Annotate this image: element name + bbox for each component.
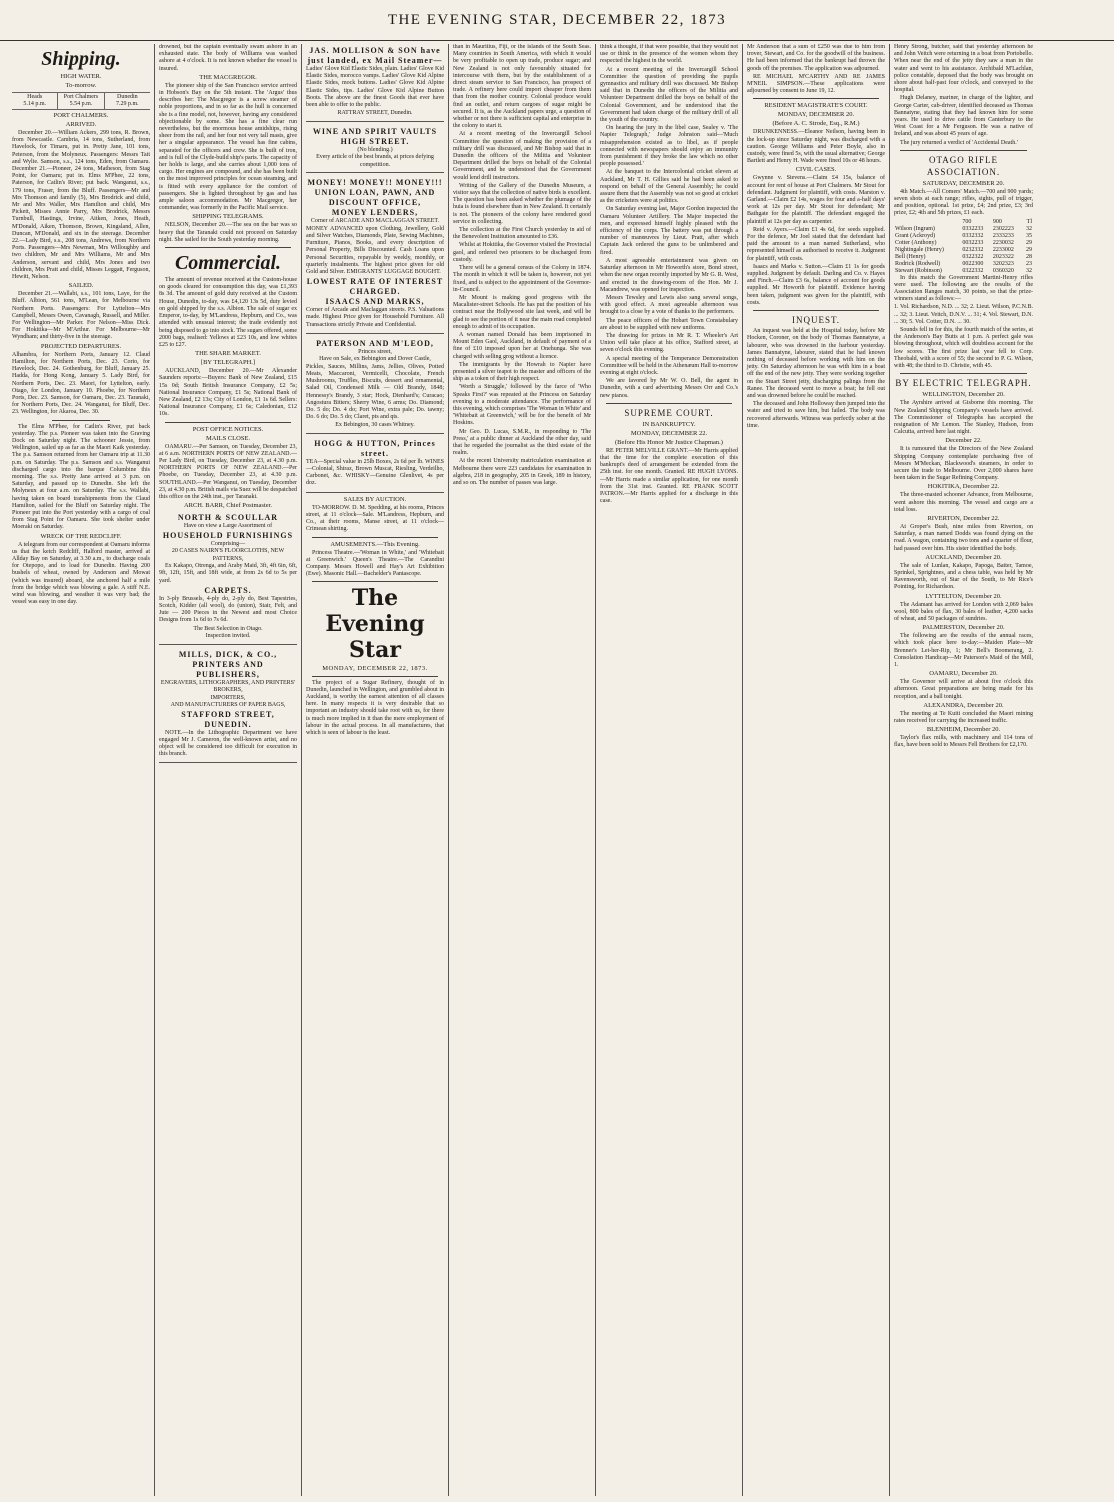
high-water-heading: HIGH WATER.: [60, 73, 102, 80]
advert-line: Corner of ARCADE AND MACLAGGAN STREET.: [310, 218, 440, 225]
score-row: [894, 268, 1033, 275]
shooter-name: Nightingale (Henry): [895, 246, 944, 253]
wreck-text: A telegram from our correspondent at Oamaru informs us that the ketch Redcliff, Halford master, arrived at Allday Bay on Saturday, at 3.30 a.m., to discharge coals for Otepopo, and to load for Dunedin. Having 200 bushels of wheat, owned by Anderson and Mowat (which was insured) aboard, she anchored half a mile from the bridge which was blowing a gale. A stiff N.E. wind was blowing, and weather it was very bad; the vessel was easy in one day.: [12, 541, 150, 606]
telegraph-dateline: AUCKLAND, December 20.: [925, 553, 1002, 561]
score-total: 32: [1026, 225, 1032, 232]
advert-wine-vaults: [306, 125, 444, 174]
court-paragraph: Reid v. Ayers.—Claim £1 4s 6d, for seeds supplied. For the defence, Mr Joel stated that the defendant had paid the amount to a man named Sutherland, who represented himself as authorised to receive it. Judgment for plaintiff, with costs.: [747, 226, 885, 262]
rifle-date: SATURDAY, DECEMBER 20.: [922, 179, 1005, 187]
advert-title: PATERSON AND M'LEOD,: [316, 338, 434, 348]
advert-body: Pickles, Sauces, Millins, Jams, Jellies, Olives, Potted Meats, Maccaroni, Vermicelli, Chocolate, French Mushrooms, Truffles, Biscuits, dessert and ornamental, Salad Oil, Condensed Milk — Old Brandy, 1848; Hennessy's Brandy, 3 star; Hock, Dienhard's; Curacao; Angostura Bitters; Sherry Wine, 6 arms; Do. Diamond; Do. 5 do; Do. 4 do; Port Wine, extra pale; Do. tawny; Do. 6 do; Do. 5 do; Claret, pts and qts.: [306, 363, 444, 421]
news-paragraph: A most agreeable entertainment was given on Saturday afternoon in Mr Howorth's store, Bond street, when the new organ recently imported by Mr G. R. West, and erected in the drawing-room of the Hon. Mr J. Macandrew, was opened for inspection.: [600, 257, 738, 293]
news-paragraph: At the recent University matriculation examination at Melbourne there were 223 candidates for examination in algebra, 218 in geography, 205 in Greek, 189 in history, and so on. The number of passes was large.: [453, 458, 591, 486]
news-paragraph: Whilst at Hokitika, the Governor visited the Provincial gaol, and ordered two prisoners to be discharged from custody.: [453, 242, 591, 263]
shipping-telegrams-text: NELSON, December 20.—The sea on the bar was so heavy that the Taranaki could not proceed on Saturday night. She sailed for the South yesterday morning.: [159, 222, 297, 243]
court-text: RE PETER MELVILLE GRANT.—Mr Harris applied that the time for the complete execution of this bankrupt's deed of arrangement be extended from the 25th inst. for one month. Granted. RE HUGH LYONS.—Mr Harris made a similar application, for one month from the 31st inst. Granted. RE FRANK SCOTT PATRON.—Mr Harris applied for a discharge in this case.: [600, 447, 738, 505]
rifle-text: Sounds fell in for this, the fourth match of the series, at the Anderson's Bay Butts at 1 p.m. A perfect gale was blowing throughout, which will doubtless account for the low scores. The first prize last year fell to Corp. Theobald, with a score of 55; the second to P. G. Wilson, with 48; the third to D. Christie, with 45.: [894, 327, 1033, 370]
news-paragraph: Mr Geo. D. Lucas, S.M.R., in responding to 'The Press,' at a public dinner at Auckland the other day, said that he regarded the journalist as the third estate of the realm.: [453, 428, 591, 457]
score-700: 0232332: [962, 246, 984, 253]
score-900: 2333233: [992, 232, 1014, 239]
score-900: 2023322: [992, 253, 1014, 260]
advert-title: JAS. MOLLISON & SON have just landed, ex Mail Steamer—: [307, 46, 443, 65]
commercial-text: The amount of revenue received at the Custom-house on goods cleared for consumption this day, was £1,393 8s 3d. The amount of gold duty received at the Custom House, Dunedin, to-day, was £4,120 13s 5d, duty levied on gold shipped by the s.s. Albion. The sale of sugar ex Emperor, to-day, by M'Landress, Hepburn, and Co., was attended with unusual interest; the trade evidently not being disposed to go into stock. The sugars offered, some 2000 bags, realised: Yellows at £23 10s, and low whites £25 to £27.: [159, 277, 297, 348]
advert-title: HOGG & HUTTON, Princes street.: [314, 438, 436, 458]
news-paragraph: The collection at the First Church yesterday in aid of the Benevolent Institution amounted to £36.: [453, 227, 591, 241]
tide-cell: [105, 93, 150, 109]
advert-union-loan: [306, 176, 444, 334]
arrived-heading: ARRIVED.: [65, 121, 97, 128]
macgregor-heading: THE MACGREGOR.: [199, 73, 257, 81]
column-2: [155, 44, 302, 1496]
divider: [753, 310, 879, 311]
telegraph-text: The sale of Lunlan, Kakapo, Papoga, Batter, Tamoe, Sprinkel, Sprightnes, and a chess table, was held by Mr Ravensworth, out of Star of the South, to Mr Rice's Pointing, for Richardson.: [894, 562, 1033, 591]
court-before: (Before His Honor Mr Justice Chapman.): [615, 438, 723, 446]
telegraph-text: At Groper's Bush, nine miles from Riverton, on Saturday, a man named Dodds was found dying on the road. A wagon, containing two tons and a quarter of flour, had passed over him. His sister identified the body.: [894, 523, 1033, 552]
divider: [52, 420, 110, 421]
advert-title: MONEY! MONEY!! MONEY!!!: [307, 178, 443, 188]
wreck-continued: drowned, but the captain eventually swam ashore in an exhausted state. The body of Williams was washed ashore at 4 o'clock. It is not known whether the vessel is insured.: [159, 44, 297, 72]
post-office-text: OAMARU.—Per Samson, on Tuesday, December 23, at 6 a.m. NORTHERN PORTS OF NEW ZEALAND.—Per Lady Bird, on Tuesday, December 23, at 4.30 p.m. NORTHERN PORTS OF NEW ZEALAND.—Per Phoebe, on Tuesday, December 23, at 4.30 p.m. SOUTHLAND.—Per Wanganui, on Tuesday, December 23, at 4.30 p.m. British mails via Suez will be despatched this office on the 24th inst., per Taranaki.: [159, 443, 297, 500]
advert-line: Princes street,: [358, 348, 392, 355]
wreck-heading: WRECK OF THE REDCLIFF.: [40, 532, 122, 540]
telegraph-text: The meeting at Te Kuiti concluded the Maori mining rates received for carrying the increased traffic.: [894, 710, 1033, 724]
advert-title: MILLS, DICK, & CO., PRINTERS AND PUBLISHERS,: [178, 649, 278, 679]
tide-port: Heads: [27, 94, 43, 100]
advert-subtitle: CARPETS.: [204, 585, 252, 595]
rifle-text: In this match the Government Martini-Henry rifles were used. The following are the results of the Association Ranges match, 30 points, so that the prize-winners stand as follows:—: [894, 274, 1033, 303]
score-total: 29: [1026, 239, 1032, 246]
score-700: 0022300: [962, 260, 984, 267]
advert-body: Corner of Arcade and Maclaggan streets. P.S. Valuations made. Highest Price given for Household Furniture. All Transactions strictly Private and Confidential.: [306, 307, 444, 328]
advert-subtitle: STAFFORD STREET, DUNEDIN.: [181, 709, 275, 729]
editorial-continued: than in Mauritius, Fiji, or the islands of the South Seas. Many countries in South America, with which it would be very profitable to open up trade, produce sugar; and New Zealand is not only favourably situated for intercourse with them, but by the establishment of a direct steam service to San Francisco, has prospect of trade. A refinery here could import cheaper from them than from the mother country. Colonial produce would find an outlet, and return cargoes of sugar might be secured. It is, as the Auckland papers urge, a question of whether or not there is sufficient capital and enterprise in the colony to start it.: [453, 44, 591, 130]
divider: [312, 581, 438, 582]
telegraph-text: The Governor will arrive at about five o'clock this afternoon. Great preparations are being made for his reception, and a ball tonight.: [894, 679, 1033, 700]
telegraph-dateline: LYTTELTON, December 20.: [925, 592, 1002, 600]
inquest-text: The deceased and John Holloway then jumped into the water and tried to save him, but failed. The body was recovered afterwards. Witness was perfectly sober at the time.: [747, 401, 885, 429]
score-total: 28: [1026, 253, 1032, 260]
advert-body: Ladies' Glove Kid Elastic Sides, plain. Ladies' Glove Kid Elastic Sides, morocco vamps. Ladies' Glove Kid Alpine Elastic Sides, mock buttons. Ladies' Glove Kid Alpine Elastic Sides, tips. Ladies' Glove Kid Alpine Button Boots. The above are the finest Goods that ever have been able to offer to the public.: [306, 66, 444, 109]
telegraph-dateline: December 22.: [945, 437, 982, 445]
shooter-name: Cotter (Anthony): [895, 239, 937, 246]
telegraph-dateline: RIVERTON, December 22.: [927, 514, 1000, 522]
macgregor-text: The pioneer ship of the San Francisco service arrived in Hobson's Bay on the 5th instant. The 'Argus' thus describes her: The Macgregor is a screw steamer of noble proportions, and in so far as the hull is concerned she is a fine model, not, however, having any considered objectionable by some. She has a fine clear run nevertheless, but the enormous house amidships, rising sheer from the rail, and her four not very tall masts, give her a singular appearance. The vessel has fine cabins, separated for the officers and crew. She is built of iron, and is full of the Clyde-build ship's parts. The capacity of her holds is large, and she carries about 1,000 tons of cargo. Her engines are compound, and she has been built on the most improved principles for ocean steaming, and is fitted with every appliance for the comfort of passengers. She is lighted throughout by gas and has ample saloon accommodation. Mr Macgregor, her commander, was formerly in the Pacific Mail service.: [159, 82, 297, 212]
telegraph-text: Taylor's flax mills, with machinery and 114 tons of flax, have been sold to Messrs Fell Brothers for £2,170.: [894, 735, 1033, 749]
share-market-text: AUCKLAND, December 20.—Mr Alexander Saunders reports:—Buyers: Bank of New Zealand, £15 15s 0d; South British Insurance Company, £2 5s; National Insurance Company, £1 5s; National Bank of New Zealand, £2 13s; City of London, £1 1s 6d. Sellers: National Insurance Company, £1 6s; Caledonian, £12 10s.: [159, 368, 297, 418]
news-paragraph: Writing of the Gallery of the Dunedin Museum, a visitor says that the collection of native birds is excellent. The question has been asked whether the plumage of the huia is found elsewhere than in New Zealand. It certainly is not. The pioneers of the colony have rendered good service in collecting.: [453, 182, 591, 225]
telegraph-dateline: BLENHEIM, December 20.: [926, 726, 1001, 734]
divider: [312, 537, 438, 538]
score-700: 0332332: [962, 232, 984, 239]
advert-paterson-mleod: [306, 337, 444, 434]
section-heading-shipping: Shipping.: [41, 48, 121, 70]
court-paragraph: Isaacs and Marks v. Sutton.—Claim £1 1s for goods supplied. Judgment by default. Darling and Co. v. Hayes and Finch.—Claim £3 6s, balance of account for goods supplied. Mr Howorth for plaintiff. Evidence having been taken, judgment was given for the plaintiff, with costs.: [747, 263, 885, 306]
news-paragraph: A woman named Donald has been imprisoned in Mount Eden Gaol, Auckland, in default of payment of a fine of £10 imposed upon her at Onehunga. She was charged with selling grog without a licence.: [453, 331, 591, 360]
advert-title: WINE AND SPIRIT VAULTS: [312, 126, 438, 136]
inquest-continued: Henry Strong, butcher, said that yesterday afternoon he and John Veitch were returning in a boat from Portobello. When near the end of the jetty they saw a man in the water and went to his assistance. Archibald M'Lachlan, police constable, deposed that the body was brought on shore about half-past four o'clock, and conveyed to the hospital.: [894, 44, 1033, 94]
telegraph-text: The following are the results of the annual races, which took place here to-day:—Maiden Plate—Mr Brenner's Let-her-Rip, 1; Mr Bell's Boomerang, 2. Consolation Handicap—Mr Paterson's Maid of the Mill, 1.: [894, 633, 1033, 668]
sailed-heading: SAILED.: [68, 282, 94, 290]
score-header: [894, 219, 961, 226]
inquest-text: Hugh Delaney, mariner, in charge of the lighter, and George Carter, cab-driver, identified deceased as Thomas Bannatyne, stating that they had known him for some years. He used to drive cattle from Canterbury to the West Coast for a Mr Ferguson. He was a native of Ireland, and was about 45 years of age.: [894, 95, 1033, 138]
news-paragraph: Messrs Tewsley and Lewis also sang several songs, with good effect. A most agreeable afternoon was brought to a close by a vote of thanks to the performers.: [600, 294, 738, 316]
telegraph-dateline: OAMARU, December 20.: [929, 670, 998, 678]
tide-time: 5.54 p.m.: [69, 101, 93, 107]
divider: [753, 98, 879, 99]
advert-line: AND MANUFACTURERS OF PAPER BAGS,: [170, 702, 286, 709]
column-7: [890, 44, 1037, 1496]
column-5: [596, 44, 743, 1496]
court-date: MONDAY, DECEMBER 22.: [630, 429, 708, 437]
score-header-row: [894, 219, 1033, 226]
tide-time: 5.14 p.m.: [23, 101, 46, 107]
mails-close-label: MAILS CLOSE.: [205, 434, 251, 442]
tide-cell: [58, 93, 104, 109]
advert-line: (No blending.): [357, 146, 393, 153]
advert-line: ENGRAVERS, LITHOGRAPHERS, AND PRINTERS' BROKERS,: [160, 679, 296, 694]
columns: [8, 44, 1106, 1496]
score-row: [894, 226, 1033, 233]
editorial-dateline: MONDAY, DECEMBER 22, 1873.: [322, 665, 428, 673]
shooter-name: Grant (Ackroyd): [895, 232, 936, 239]
rifle-text: 4th Match.—All Comers' Match.—700 and 900 yards; seven shots at each range; rifles, sights, pull of trigger, and position, optional. 1st prize, £4; 2nd prize, £3; 3rd prize, £2; 4th and 5th prizes, £1 each.: [894, 188, 1033, 217]
news-paragraph: Mr Mount is making good progress with the Macalister-street Schools. He has put the position of his contract near the Hollywood site last week, and will be glad to see the portion of it near the main road completed enough to admit of its occupation.: [453, 294, 591, 330]
masthead: [0, 0, 1114, 41]
score-header: Tl: [1026, 218, 1032, 225]
score-900: 0360320: [992, 267, 1014, 274]
telegraph-text: The three-masted schooner Advance, from Melbourne, went ashore this morning. The vessel and cargo are a total loss.: [894, 492, 1033, 513]
telegraph-text: It is rumoured that the Directors of the New Zealand Shipping Company contemplate purchasing five of Messrs M'Meckan, Blackwood's steamers, in order to secure the trade to Melbourne. Over 2,000 shares have been taken in the Sugar Refining Company.: [894, 446, 1033, 482]
civil-cases-heading: CIVIL CASES.: [795, 166, 837, 174]
harbour-notes: The Elms M'Phee, for Catlin's River, put back yesterday. The p.s. Pioneer was taken into the Graving Dock on Saturday night. The schooner Jessie, from Wellington, sailed up as far as the Maori Kaik yesterday. The p.s. Samson returned from her Oamaru trip at 11.30 p.m. on Saturday. The p.s. Samson and s.s. Wanganui discharged cargo into the barque Columbine this morning. The s.s. Pretty Jane arrived at 3 p.m. on Saturday, and passed up to Dunedin. She left the Molyneux at four a.m. on Saturday. The s.s. Wallabi, having taken on board transhipments from the Claud Hamilton, sailed for the Bluff on Saturday night. The Pioneer put into the Port yesterday with a cargo of coal from Stag Point for Oamaru. She took shelter under Moeraki on Saturday.: [12, 423, 150, 531]
shipping-telegrams-heading: SHIPPING TELEGRAMS.: [192, 213, 264, 221]
news-paragraph: There will be a general census of the Colony in 1874. The month in which it will be taken is, however, not yet fixed, and is subject to the appointment of the Governor-in-Council.: [453, 265, 591, 293]
telegraph-text: The Ayrshire arrived at Gisborne this morning. The New Zealand Shipping Company's vessels have arrived. The Commissioner of Telegraphs has accepted the resignation of Mr Lemon. The Stanley, Hudson, from Calcutta, arrived here last night.: [894, 400, 1033, 436]
sales-text: TO-MORROW. D. M. Spedding, at his rooms, Princes street, at 11 o'clock—Sale. M'Landress, Hepburn, and Co., at their rooms, Manse street, at 11 o'clock—Crimean shirting.: [306, 504, 444, 533]
advert-body: Ex Kakapo, Otrenga, and Araby Maid, 3ft, 4ft 6in, 6ft, 9ft, 12ft, 15ft, and 18ft wide, at from 2s 6d to 5s per yard.: [159, 563, 297, 584]
news-paragraph: On hearing the jury in the libel case, Sealey v. 'The Napier Telegraph,' Judge Johnston said—'Much misapprehension existed as to libel, as if people connected with newspapers should enjoy an immunity from punishment if they broke the law which no other people possessed.': [600, 125, 738, 168]
advert-north-scoullar: [159, 511, 297, 644]
advert-line: 20 CASES NAIRN'S FLOORCLOTHS, NEW PATTERNS,: [171, 548, 285, 562]
tomorrow-label: To-morrow.: [65, 82, 97, 89]
advert-line: Every article of the best brands, at prices defying competition.: [316, 154, 434, 168]
score-row: [894, 233, 1033, 240]
score-header: 900: [992, 218, 1002, 225]
score-table: [894, 219, 1033, 275]
share-market-heading: THE SHARE MARKET.: [195, 350, 261, 358]
score-900: 2302223: [992, 225, 1014, 232]
score-700: 0032233: [962, 239, 984, 246]
news-paragraph: A special meeting of the Temperance Demonstration Committee will be held in the Athenæum Hall to-morrow evening at eight o'clock.: [600, 355, 738, 376]
news-paragraph: The drawing for prizes in Mr R. T. Wheeler's Art Union will take place at his office, Stafford street, at seven o'clock this evening.: [600, 332, 738, 354]
court-continued: Mr Anderson that a sum of £250 was due to him from trover, Stewart, and Co. for the goodwill of the business. He had been informed that the bankrupt had thrown the goods off the premises. The application was adjourned.: [747, 44, 885, 72]
divider: [900, 150, 1027, 151]
shooter-name: Stewart (Robinson): [895, 267, 942, 274]
rm-court-before: (Before A. C. Strode, Esq., R.M.): [772, 120, 860, 128]
advert-subtitle: UNION LOAN, PAWN, AND DISCOUNT OFFICE,: [314, 188, 436, 208]
sailed-text: December 21.—Wallabi, s.s., 101 tons, Laye, for the Bluff. Albion, 561 tons, M'Lean, for Melbourne via Northern Ports. Passengers: For Lyttelton—Mrs Campbell, Messrs Owen, Cavanagh, Russell, and Miller. For Wellington—Mr Parker. For Nelson—Miss Dick. For Hokitika—Mr M'Arthur. For Melbourne—Mr Wyndham; and thirty-five in the steerage.: [12, 291, 150, 341]
divider: [900, 373, 1027, 374]
advert-subtitle: HOUSEHOLD FURNISHINGS: [162, 530, 294, 540]
score-row: [894, 247, 1033, 254]
column-3: [302, 44, 449, 1496]
advert-mollison: [306, 44, 444, 122]
editorial-text: The project of a Sugar Refinery, thought of in Dunedin, launched in Wellington, and grumbled about in Auckland, is worthy the earnest attention of all classes here. In many respects it is very desirable that so important an industry should take root with us, for there is much more implied in it than the mere employment of labour in the actual process. In all manufactures, that which is seen of labour is the least.: [306, 679, 444, 736]
advert-line: The Best Selection in Otago.: [193, 625, 263, 632]
score-700: 0322322: [962, 253, 984, 260]
advert-line: Have on Sale, ex Bebington and Dover Castle,: [319, 356, 431, 363]
news-paragraph: 'Worth a Struggle,' followed by the farce of 'Who Speaks First?' was repeated at the Princess on Saturday evening to a moderate attendance. The performance of this evening, which comprises 'The Woman in White' and 'Whitebait at Greenwich,' will be for the benefit of Mr Hoskins.: [453, 384, 591, 427]
advert-line: Comprising—: [210, 540, 246, 547]
news-paragraph: The peace officers of the Hobart Town Constabulary are about to be supplied with new uniforms.: [600, 317, 738, 331]
telegraph-dateline: WELLINGTON, December 20.: [922, 391, 1005, 399]
inquest-verdict: The jury returned a verdict of 'Accidental Death.': [900, 139, 1018, 146]
advert-mills-dick: [159, 648, 297, 764]
post-office-heading: POST OFFICE NOTICES.: [192, 425, 264, 433]
news-paragraph: On Saturday evening last, Major Gordon inspected the Oamaru Volunteer Artillery. The Major inspected the men, and expressed himself highly pleased with the efficiency of the corps. The battery was put through a number of manœuvres by Lieut. Pratt, after which Captain Jack ordered the guns to be unlimbered and fired.: [600, 206, 738, 256]
score-row: [894, 240, 1033, 247]
court-paragraph: RE MICHAEL M'CARTHY AND RE JAMES M'NEIL SIMPSON.—These applications were adjourned by consent to June 19, 12.: [747, 73, 885, 95]
tide-port: Port Chalmers: [63, 94, 99, 100]
score-700: 0322332: [962, 267, 984, 274]
advert-subtitle: MONEY LENDERS,: [331, 208, 419, 218]
score-700: 0332233: [962, 225, 984, 232]
otago-rifle-heading: OTAGO RIFLE ASSOCIATION.: [926, 154, 1001, 177]
advert-subtitle: LOWEST RATE OF INTEREST CHARGED.: [306, 277, 444, 297]
divider: [606, 403, 732, 404]
column-6: [743, 44, 890, 1496]
advert-body: TEA—Special value in 25lb Boxes, 2s 6d per lb. WINES—Colonial, Shiraz, Brown Muscat, Riesling, Verdeilho, Carbonet, &c. WHISKY—Genuine Glenlivet, 4s per doz.: [306, 458, 444, 487]
score-900: 3202323: [992, 260, 1014, 267]
tide-cell: [12, 93, 58, 109]
advert-line: Inspection invited.: [205, 633, 251, 640]
advert-line: RATTRAY STREET, Dunedin.: [337, 110, 413, 117]
section-heading-commercial: Commercial.: [174, 252, 282, 275]
court-paragraph: DRUNKENNESS.—Eleanor Neilson, having been in the lock-up since Saturday night, was discharged with a caution. George Williams and Peter Boyle, also in custody, were fined 5s, with the usual alternative; George Bartlett and Henry H. Wade were fined 10s or 48 hours.: [747, 129, 885, 165]
projected-heading: PROJECTED DEPARTURES.: [40, 342, 122, 350]
shooter-name: Bell (Henry): [895, 253, 926, 260]
rifle-winners: 1. Vol. Richardson, N.D. ... 32; 2. Lieut. Wilson, P.C.N.B. ... 32; 3. Lieut. Veitch, D.N.V. ... 31; 4. Vol. Stewart, D.N. ... 30; 5. Vol. Cotter, D.N. ... 30.: [894, 304, 1033, 325]
advert-subtitle: HIGH STREET.: [340, 136, 410, 146]
advert-line: Ex Bebington, 30 cases Whitney.: [335, 422, 415, 429]
advert-body: In 3-ply Brussels, 4-ply do, 2-ply do, Best Tapestries, Scotch, Kidder (all wool), do (union), Stair, Felt, and Jute — 200 Pieces in the Newest and most Choice Designs from 1s 6d to 7s 6d.: [159, 595, 297, 624]
newspaper-nameplate: The Evening Star: [325, 585, 425, 664]
supreme-court-heading: SUPREME COURT.: [624, 407, 714, 418]
bankruptcy-heading: IN BANKRUPTCY.: [642, 420, 696, 428]
shooter-name: Wilson (Ingram): [895, 225, 935, 232]
telegraph-heading: BY ELECTRIC TELEGRAPH.: [895, 378, 1032, 389]
amusements-heading: AMUSEMENTS.—This Evening.: [330, 540, 420, 548]
tide-time: 7.29 p.m.: [115, 101, 139, 107]
news-paragraph: We are favored by Mr W. O. Bell, the agent in Dunedin, with a card advertising Messrs Orr and Co.'s new pianos.: [600, 378, 738, 399]
advert-hogg-hutton: [306, 437, 444, 493]
court-paragraph: Gwynne v. Stevens.—Claim £4 15s, balance of account for rent of house at Port Chalmers. Mr Stout for defendant. Judgment for plaintiff, with costs. Marston v. Garland.—Claim £2 14s, wages for four and a-half days' work at 12s per day. Mr Stout for defendant; Mr Bathgate for the plaintiff. The defendant engaged the plaintiff at 12s per day as carpenter.: [747, 175, 885, 225]
advert-subtitle: ISAACS AND MARKS,: [325, 297, 425, 307]
divider: [312, 676, 438, 677]
postmaster-signature: ARCH. BARR, Chief Postmaster.: [183, 502, 273, 510]
rm-court-heading: RESIDENT MAGISTRATE'S COURT.: [764, 102, 868, 110]
advert-title: NORTH & SCOULLAR: [177, 513, 279, 523]
inquest-heading: INQUEST.: [791, 315, 841, 326]
arrivals-text: December 20.—William Ackers, 299 tons, R. Brown, from Newcastle. Cambria, 14 tons, Sutherland, from Havelock, for Timaru, put in. Pretty Jane, 101 tons, Peterson, from the Molyneux. Passengers: Messrs Tait and Wylie. Samson, s.s., 124 tons, Eden, from Oamaru. December 21.—Pioneer, 24 tons, Matheson, from Stag Point, for Oamaru; put in. Elms M'Phee, 22 tons, Paterson, for Catlin's River; put back. Wanganui, s.s., 179 tons, Fraser, from the Bluff. Passengers—Mr and Mrs Thomson and family (5), Mrs Brodrick and child, Mr and Mrs Waller, Mrs Hamilton and child, Mrs Pickett, Misses Annie Parry, Mrs Brodrick, Messrs Turnbull, Hastings, Irvine, Aitken, Jones, Heath, M'Donald, Aiken, Thomson, Brown, Kingsland, Allen, Duncan, M'Donald, and six in the steerage. December 22.—Lady Bird, s.s., 208 tons, Andrews, from Northern Ports. Passengers—Mrs Newman, Mrs Willoughby and two children, Mr and Mrs Williams, Mr and Mrs Anderson, servant and child, Mrs Jones and two children, Mrs Pratt and child, Misses Leggatt, Ferguson, Hewitt, Nelson.: [12, 130, 150, 281]
news-paragraph: think a thought, if that were possible, that they would not use or think in the presence of the women whom they respected the highest in the world.: [600, 44, 738, 65]
telegraph-dateline: PALMERSTON, December 20.: [922, 624, 1005, 632]
score-total: 23: [1026, 260, 1032, 267]
news-paragraph: At a recent meeting of the Invercargill School Committee the question of making the provision of a military drill was discussed, and Mr Bishop said that in Dunedin the officers of the Militia and Volunteer Department drilled the boys on behalf of the Colonial Government, and he understood that the Government would lend drill instructors.: [453, 131, 591, 181]
score-900: 2230032: [992, 239, 1014, 246]
rm-court-date: MONDAY, DECEMBER 20.: [777, 111, 855, 119]
advert-line: IMPORTERS,: [210, 694, 246, 701]
news-paragraph: At a recent meeting of the Invercargill School Committee the question of providing the pupils gymnastics and military drill was discussed. Mr Bishop said that in Dunedin the officers of the Militia and Volunteer Department drilled the boys on behalf of the Colonial Government, and he understood that the Government had taken charge of the military drill of all the youth of the country.: [600, 66, 738, 124]
by-telegraph-label: [BY TELEGRAPH.]: [200, 359, 256, 367]
column-1: [8, 44, 155, 1496]
tide-table: [12, 92, 150, 110]
column-4: [449, 44, 596, 1496]
score-header: 700: [962, 218, 972, 225]
score-row: [894, 254, 1033, 261]
news-paragraph: The immigrants by the Howrah to Napier have presented a silver teapot to the master and officers of the ship as a token of their high respect.: [453, 361, 591, 383]
page-title: THE EVENING STAR, DECEMBER 22, 1873: [387, 11, 727, 28]
telegraph-dateline: ALEXANDRA, December 20.: [923, 701, 1004, 709]
port-chalmers-heading: PORT CHALMERS.: [53, 112, 109, 119]
tide-port: Dunedin: [116, 94, 138, 100]
projected-text: Alhambra, for Northern Ports, January 12. Claud Hamilton, for Northern Ports, Dec. 23. Corio, for Havelock, Dec. 24. Gothenburg, for Bluff, January 25. Hadda, for Hong Kong, January 5. Lady Bird, for Northern Ports, Dec. 23. Maori, for Lyttelton, early. Otago, for London, January 10. Phoebe, for Northern Ports, Dec. 23. Samson, for Oamaru, Dec. 23. Taranaki, for Northern Ports, Dec. 24. Wanganui, for Bluff, Dec. 23. Wellington, for Akaroa, Dec. 30.: [12, 351, 150, 416]
score-total: 35: [1026, 232, 1032, 239]
score-total: 32: [1026, 267, 1032, 274]
telegraph-text: The Adamant has arrived for London with 2,069 bales wool, 800 bales of flax, 30 bales of leather, 4,200 sacks of wheat, and 50 packages of sundries.: [894, 601, 1033, 622]
advert-body: NOTE.—In the Lithographic Department we have engaged Mr J. Cameron, the well-known artist, and no object will be considered too difficult for execution in this branch.: [159, 729, 297, 758]
divider: [165, 422, 291, 423]
score-900: 2233002: [992, 246, 1014, 253]
advert-body: MONEY ADVANCED upon Clothing, Jewellery, Gold and Silver Watches, Diamonds, Plate, Sewing Machines, Furniture, Pianos, Books, and every description of Personal Property, Bills Discounted. Cash Loans upon Personal Securities, repayable by weekly, monthly, or quarterly instalments. The highest price given for old Gold and Silver. EMIGRANTS' LUGGAGE BOUGHT.: [306, 225, 444, 275]
telegraph-dateline: HOKITIKA, December 22.: [927, 483, 1000, 491]
score-row: [894, 261, 1033, 268]
score-total: 29: [1026, 246, 1032, 253]
divider: [165, 247, 291, 248]
amusements-text: Princess Theatre.—'Woman in White,' and 'Whitebait at Greenwich.' Queen's Theatre.—The Carandini Company. Messrs Howell and Hay's Art Exhibition (Ewe). Masonic Hall.—Bachelder's Pantascope.: [306, 549, 444, 578]
shooter-name: Rodrick (Rodwell): [895, 260, 941, 267]
inquest-text: An inquest was held at the Hospital today, before Mr Hocken, Coroner, on the body of Thomas Bannatyne, a labourer, who was drowned in the harbour yesterday. James Bannatyne, labourer, stated that he had known nothing of deceased before working with him on the jetty. On Saturday afternoon he was with him in a boat off the end of the new jetty. They were working together on the Stuart Street jetty, discharging palings from the Ranee. The deceased went to move a boat; he fell out and was drowned before he could be reached.: [747, 328, 885, 399]
news-paragraph: At the banquet to the Intercolonial cricket eleven at Auckland, Mr T. H. Gillies said he had been asked to respond on behalf of the General Assembly; he could assure them that the Assembly was not so good at cricket as the cricketers were at politics.: [600, 169, 738, 205]
advert-line: Have on view a Large Assortment of: [183, 523, 273, 530]
sales-heading: SALES BY AUCTION.: [343, 495, 407, 503]
